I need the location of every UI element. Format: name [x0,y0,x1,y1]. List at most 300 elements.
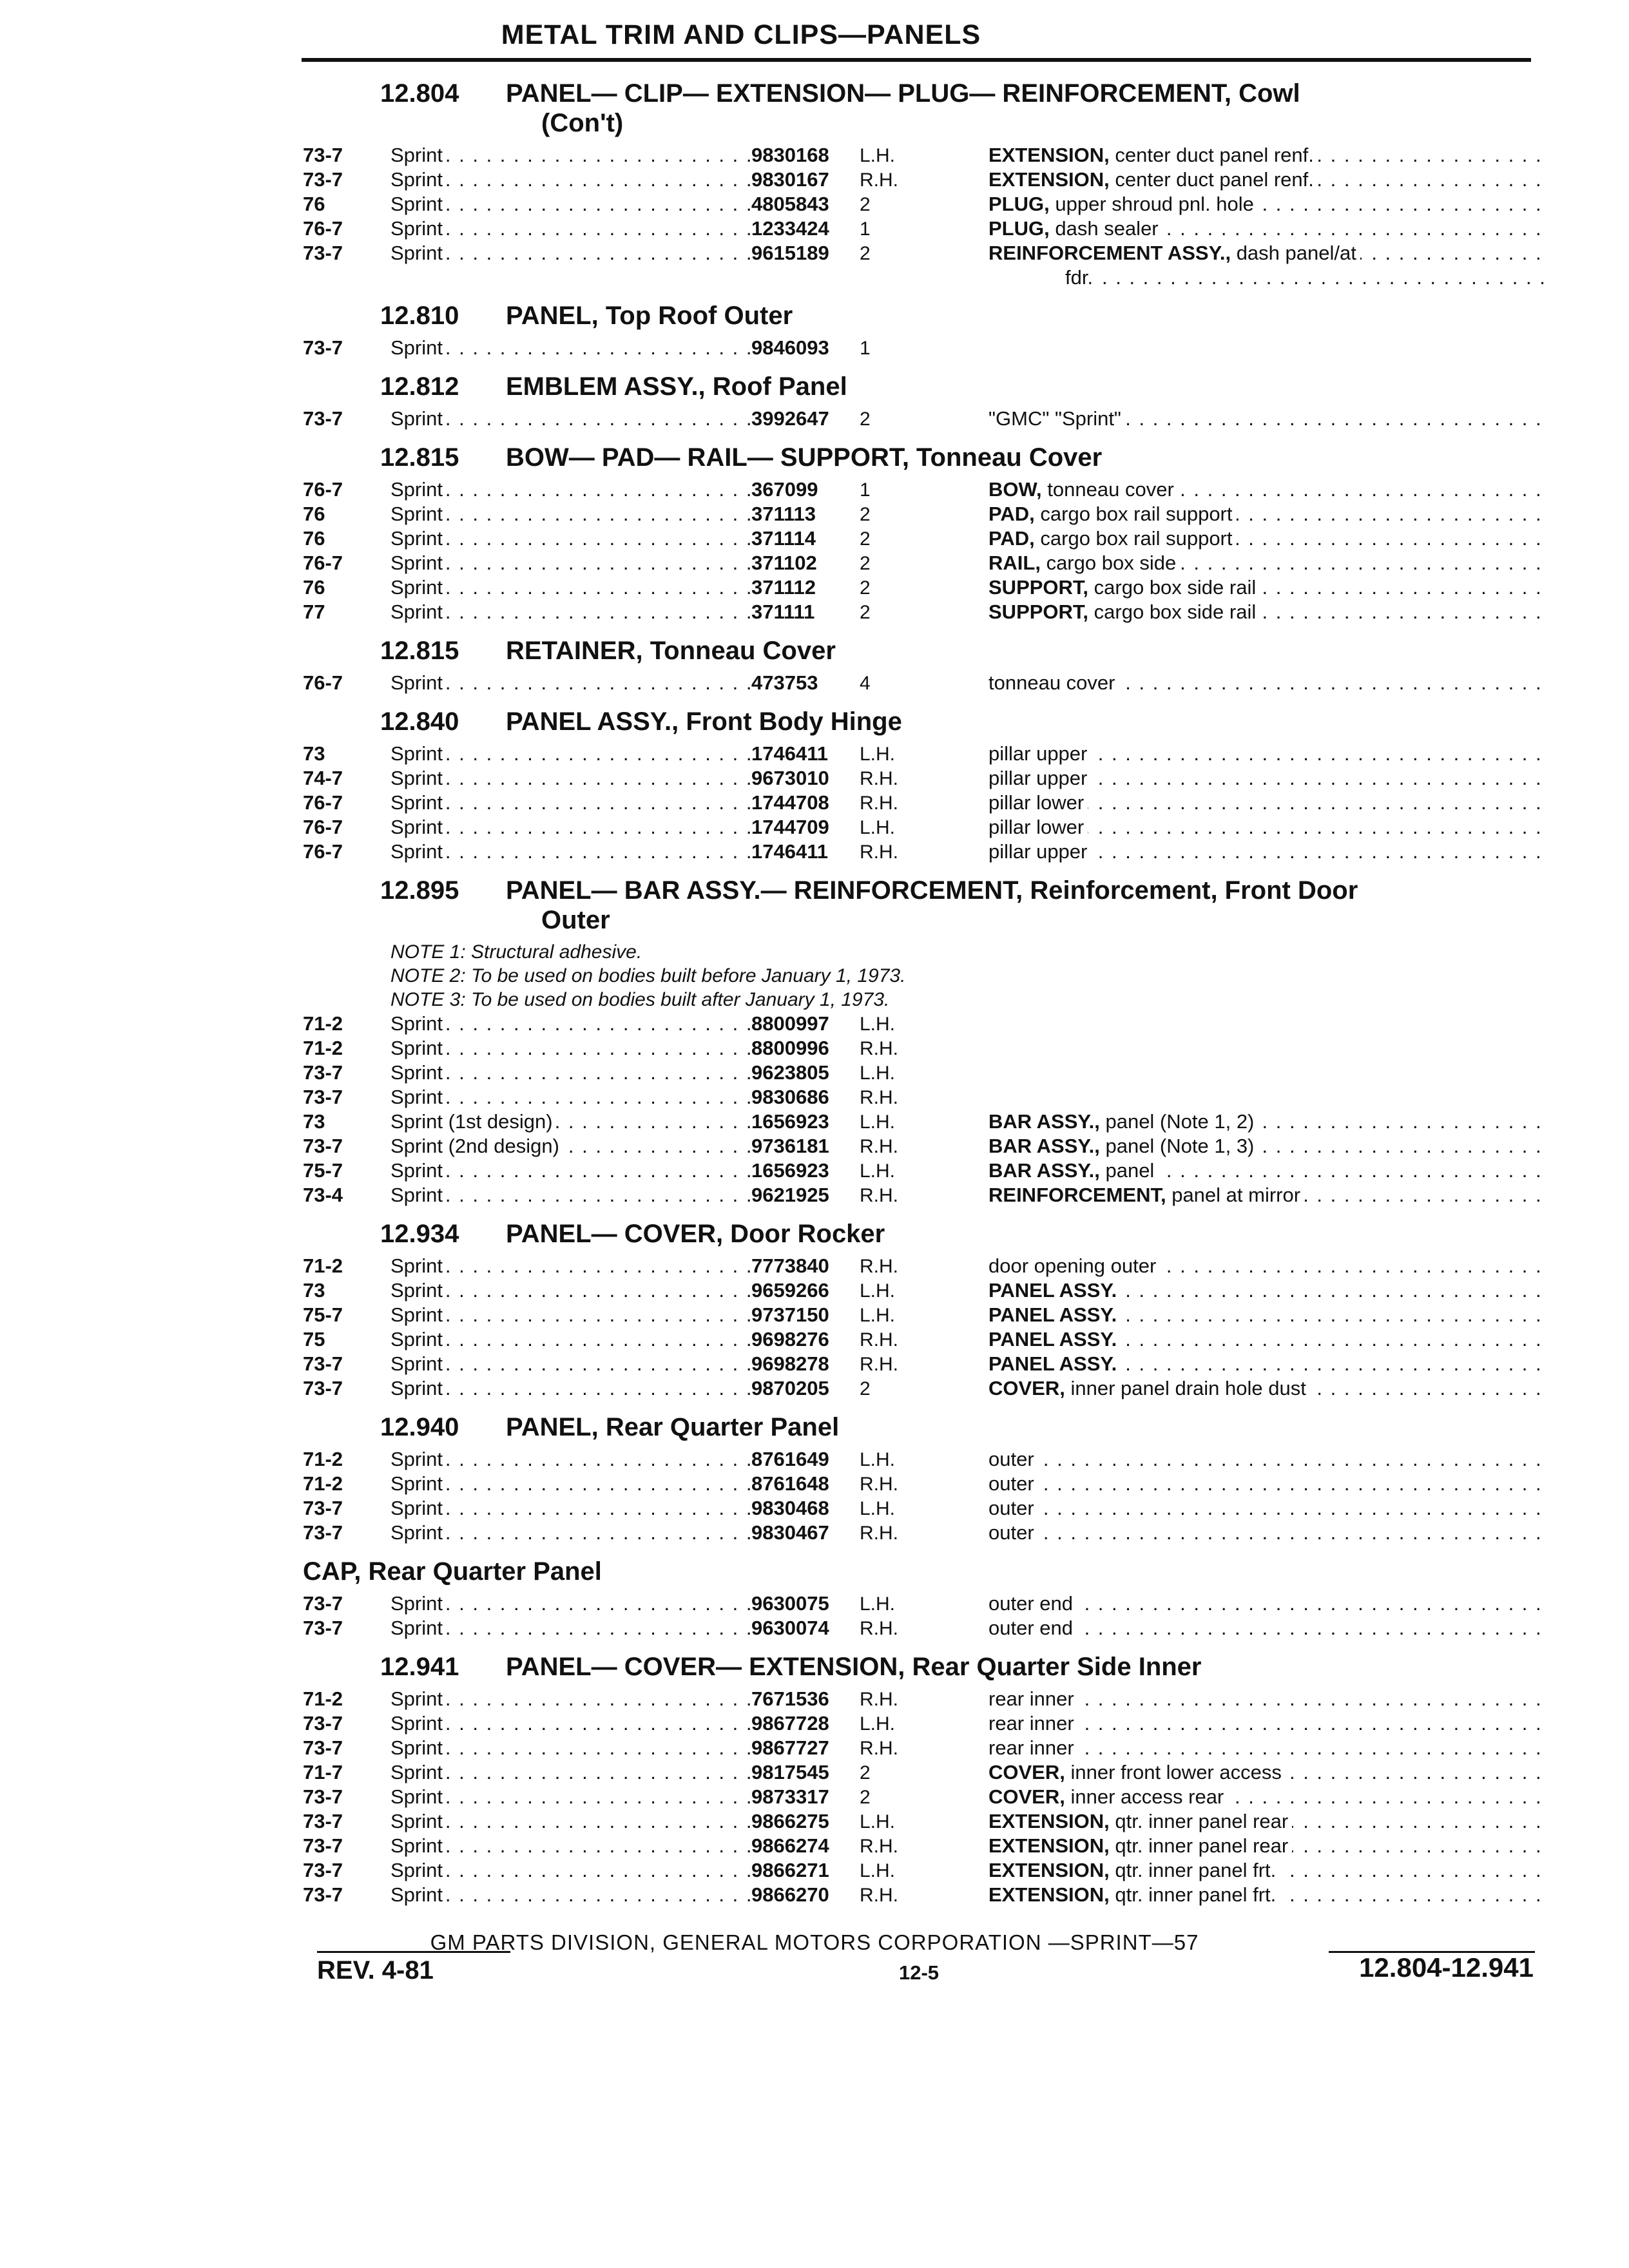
part-row [303,575,1547,600]
part-description-detail: cargo box rail support [1040,503,1233,525]
catalog-section [303,1640,1547,1907]
sections-container [303,67,1547,1907]
part-description-text [988,1303,1121,1326]
section-note: NOTE 2: To be used on bodies built before January 1, 1973. [390,965,906,986]
vehicle-model-text: Sprint [390,1687,445,1710]
vehicle-model [380,1183,751,1207]
part-number: 367099 [751,478,818,501]
part-description-continued-text: fdr. [1065,266,1097,289]
part-row [303,551,1547,575]
side-or-quantity: 2 [860,504,871,525]
part-number: 1233424 [751,217,829,240]
vehicle-model-text: Sprint [390,193,445,215]
section-heading-group [506,1652,1547,1682]
vehicle-model [380,1061,751,1084]
part-description-keyword: PANEL ASSY. [988,1303,1117,1326]
model-year: 76-7 [303,217,343,240]
vehicle-model [380,1736,751,1760]
part-description-text [988,1497,1038,1519]
page-title: METAL TRIM AND CLIPS—PANELS [501,19,981,50]
section-code: 12.840 [380,707,459,736]
part-number: 9870205 [751,1377,829,1399]
vehicle-model-text: Sprint [390,144,445,166]
model-year: 76-7 [303,671,343,694]
part-row [303,1254,1547,1278]
part-number: 371113 [751,503,816,525]
footer-group-range: 12.804-12.941 [1359,1952,1534,1983]
part-description-keyword: PLUG, [988,193,1050,215]
vehicle-model [380,1110,751,1133]
vehicle-model [380,1785,751,1809]
section-header [303,1207,1547,1254]
part-number: 1744709 [751,816,829,838]
vehicle-model-text: Sprint [390,576,445,599]
part-description-detail: outer end [988,1617,1073,1639]
part-number: 1656923 [751,1159,829,1182]
part-number: 9830167 [751,168,829,191]
part-description-keyword: PAD, [988,503,1035,525]
side-or-quantity: R.H. [860,1689,898,1710]
model-year: 73-7 [303,336,343,359]
part-description-detail: pillar upper [988,767,1088,789]
model-year: 71-2 [303,1254,343,1277]
part-description-detail: qtr. inner panel rear [1115,1810,1289,1832]
side-or-quantity: L.H. [860,1280,896,1302]
side-or-quantity: 2 [860,602,871,623]
vehicle-model [380,502,751,526]
side-or-quantity: 2 [860,408,871,430]
side-or-quantity: R.H. [860,1354,898,1375]
vehicle-model [380,840,751,863]
side-or-quantity: L.H. [860,817,896,838]
part-number: 9867728 [751,1712,829,1735]
part-description [988,815,1547,839]
part-row [303,600,1547,624]
part-description [988,1254,1547,1278]
part-row [303,1521,1547,1545]
part-row [303,742,1547,766]
model-year: 73-7 [303,1712,343,1735]
section-header [303,1545,1547,1591]
side-or-quantity: R.H. [860,1087,898,1108]
model-year: 76 [303,527,325,550]
part-description-keyword: PANEL ASSY. [988,1279,1117,1302]
section-heading: PANEL, Top Roof Outer [506,302,793,330]
model-year: 73-7 [303,1736,343,1759]
part-description-detail: pillar lower [988,791,1084,814]
part-number: 9615189 [751,242,829,264]
part-description-text [988,1279,1121,1302]
vehicle-model [380,1376,751,1400]
part-number: 1746411 [751,840,828,863]
part-number: 9873317 [751,1785,829,1808]
vehicle-model [380,407,751,430]
side-or-quantity: R.H. [860,1136,898,1157]
side-or-quantity: L.H. [860,1305,896,1326]
model-year: 76-7 [303,478,343,501]
part-description-keyword: REINFORCEMENT, [988,1184,1166,1206]
part-description-text [988,242,1360,264]
part-description-detail: center duct panel renf. [1115,144,1314,166]
section-code: 12.815 [380,443,459,472]
part-description-keyword: BAR ASSY., [988,1135,1100,1157]
part-description [988,1183,1547,1207]
part-description-keyword: COVER, [988,1761,1065,1783]
vehicle-model-text: Sprint [390,840,445,863]
model-year: 76 [303,193,325,215]
part-description [988,477,1547,501]
part-row [303,168,1547,192]
section-heading: PANEL— COVER, Door Rocker [506,1220,885,1248]
part-description-detail: upper shroud pnl. hole [1055,193,1254,215]
vehicle-model-text: Sprint [390,816,445,838]
part-description [988,216,1547,240]
part-description-text [988,1883,1280,1906]
part-description-text [988,1712,1078,1735]
part-description-text [988,1617,1077,1639]
model-year: 71-2 [303,1687,343,1710]
vehicle-model [380,1496,751,1520]
part-description-text [988,1061,992,1084]
section-code: 12.895 [380,876,459,905]
model-year: 73-4 [303,1184,343,1206]
part-description-detail: cargo box side [1046,552,1177,574]
model-year: 73 [303,742,325,765]
model-year: 73-7 [303,168,343,191]
part-description-keyword: PAD, [988,527,1035,550]
part-number: 473753 [751,671,818,694]
part-description [988,1472,1547,1495]
side-or-quantity: 1 [860,479,871,501]
part-description-text [988,742,1091,765]
part-description-text [988,1086,992,1108]
vehicle-model [380,1472,751,1495]
part-description-text [988,816,1088,838]
section-code: 12.941 [380,1653,459,1681]
part-description-text [988,407,1125,430]
model-year: 77 [303,601,325,623]
vehicle-model [380,1036,751,1060]
part-description-detail: panel at mirror [1171,1184,1301,1206]
vehicle-model-text: Sprint [390,336,445,359]
part-description [988,1591,1547,1615]
part-description-text [988,478,1178,501]
model-year: 73-7 [303,1135,343,1157]
vehicle-model [380,766,751,790]
side-or-quantity: R.H. [860,1329,898,1350]
model-year: 73-7 [303,1061,343,1084]
side-or-quantity: 2 [860,1762,871,1783]
part-number: 371111 [751,601,815,623]
model-year: 76-7 [303,816,343,838]
section-heading-group [506,1219,1547,1249]
part-description-detail: outer end [988,1592,1073,1615]
part-description-detail: pillar upper [988,840,1088,863]
part-description [988,1352,1547,1376]
part-number: 9866275 [751,1810,829,1832]
part-description-text [988,601,1260,623]
part-description-text [988,1184,1304,1206]
part-number: 9736181 [751,1135,829,1157]
part-description [988,1134,1547,1158]
footer-revision: REV. 4-81 [317,1956,434,1984]
vehicle-model-text: Sprint [390,1012,445,1035]
part-description-keyword: REINFORCEMENT ASSY., [988,242,1231,264]
part-row [303,1085,1547,1110]
part-description [988,1061,1547,1084]
part-number: 9623805 [751,1061,829,1084]
side-or-quantity: R.H. [860,1836,898,1857]
part-description-text [988,1037,992,1059]
part-row [303,216,1547,241]
part-description [988,742,1547,765]
part-description-text [988,1377,1310,1399]
part-description-text [988,1352,1121,1375]
part-description-text [988,1810,1292,1832]
side-or-quantity: R.H. [860,1474,898,1495]
part-row [303,1036,1547,1061]
part-description-text [988,552,1180,574]
part-description [988,791,1547,814]
section-heading: BOW— PAD— RAIL— SUPPORT, Tonneau Cover [506,443,1103,472]
side-or-quantity: R.H. [860,1256,898,1277]
part-row [303,1736,1547,1760]
side-or-quantity: L.H. [860,1062,896,1084]
part-description-text [988,576,1260,599]
model-year: 71-7 [303,1761,343,1783]
part-description-keyword: SUPPORT, [988,576,1089,599]
part-description [988,1085,1547,1109]
part-number: 9867727 [751,1736,829,1759]
section-heading: PANEL, Rear Quarter Panel [506,1413,840,1441]
vehicle-model-text: Sprint [390,671,445,694]
vehicle-model [380,1012,751,1035]
vehicle-model [380,1085,751,1109]
side-or-quantity: L.H. [860,145,896,166]
catalog-section [303,67,1547,289]
section-heading-group [303,1557,1547,1586]
section-heading: PANEL— COVER— EXTENSION, Rear Quarter Side Inner [506,1653,1202,1681]
part-description-keyword: EXTENSION, [988,1859,1110,1881]
part-description-detail: outer [988,1448,1034,1470]
part-description-keyword: PANEL ASSY. [988,1328,1117,1350]
part-row [303,1012,1547,1036]
vehicle-model [380,192,751,216]
model-year: 75 [303,1328,325,1350]
section-code: 12.804 [380,79,459,108]
part-description-detail: inner panel drain hole dust [1070,1377,1306,1399]
side-or-quantity: 2 [860,1787,871,1808]
vehicle-model [380,1158,751,1182]
vehicle-model-text: Sprint [390,1883,445,1906]
part-description-detail: pillar lower [988,816,1084,838]
vehicle-model [380,1278,751,1302]
part-number: 9659266 [751,1279,829,1302]
part-description-text [988,1110,1258,1133]
part-row [303,1447,1547,1472]
model-year: 73 [303,1110,325,1133]
part-number: 9630074 [751,1617,829,1639]
part-number: 9830686 [751,1086,829,1108]
section-heading-group [506,876,1547,935]
catalog-section [303,431,1547,624]
section-heading-group [506,1412,1547,1442]
part-description-keyword: EXTENSION, [988,1810,1110,1832]
vehicle-model [380,1616,751,1640]
part-number: 8761648 [751,1472,829,1495]
part-description-text [988,1448,1038,1470]
side-or-quantity: 1 [860,218,871,240]
part-number: 371114 [751,527,816,550]
vehicle-model-text: Sprint [390,1859,445,1881]
part-row [303,1858,1547,1883]
vehicle-model [380,241,751,265]
vehicle-model [380,1327,751,1351]
vehicle-model-text: Sprint [390,242,445,264]
part-row [303,1616,1547,1640]
part-number: 9866271 [751,1859,829,1881]
part-description [988,1736,1547,1760]
vehicle-model [380,551,751,575]
part-number: 371112 [751,576,816,599]
section-header [303,695,1547,742]
part-description-detail: cargo box side rail [1094,576,1257,599]
model-year: 71-2 [303,1472,343,1495]
section-code: 12.815 [380,637,459,665]
part-row [303,143,1547,168]
model-year: 73-7 [303,1352,343,1375]
section-code: 12.940 [380,1413,459,1441]
part-number: 7773840 [751,1254,829,1277]
part-description [988,168,1547,191]
part-description-text [988,1254,1160,1277]
part-number: 9830168 [751,144,829,166]
part-row [303,1687,1547,1711]
section-heading-group [506,301,1547,331]
part-number: 8800997 [751,1012,829,1035]
section-heading: PANEL— BAR ASSY.— REINFORCEMENT, Reinforcement, Front Door [506,876,1358,905]
catalog-section [303,624,1547,695]
vehicle-model [380,1834,751,1858]
part-description-detail: cargo box side rail [1094,601,1257,623]
part-description [988,1303,1547,1327]
part-row [303,336,1547,360]
model-year: 74-7 [303,767,343,789]
part-description [988,575,1547,599]
vehicle-model-text: Sprint [390,168,445,191]
part-description-text [988,1159,1158,1182]
vehicle-model [380,1447,751,1471]
part-row [303,1183,1547,1207]
part-description [988,143,1547,167]
vehicle-model [380,1352,751,1376]
part-description-text [988,1687,1078,1710]
vehicle-model-text: Sprint [390,742,445,765]
section-heading-continued: (Con't) [541,109,624,137]
vehicle-model [380,1303,751,1327]
part-row [303,1327,1547,1352]
part-row [303,502,1547,526]
vehicle-model [380,143,751,167]
part-description-keyword: BAR ASSY., [988,1159,1100,1182]
side-or-quantity: 2 [860,553,871,574]
part-description-text [988,217,1162,240]
model-year: 73-7 [303,1497,343,1519]
vehicle-model [380,336,751,360]
part-number: 9630075 [751,1592,829,1615]
side-or-quantity: R.H. [860,841,898,863]
side-or-quantity: R.H. [860,793,898,814]
part-description-text [988,767,1091,789]
part-description [988,1616,1547,1640]
side-or-quantity: L.H. [860,1593,896,1615]
part-description-text [988,1328,1121,1350]
section-header [303,289,1547,336]
side-or-quantity: 1 [860,338,871,359]
vehicle-model [380,600,751,624]
section-header [303,360,1547,407]
part-description-text [988,1834,1292,1857]
part-description-text [988,527,1237,550]
part-number: 1744708 [751,791,829,814]
title-rule [302,58,1531,62]
part-description-text [988,1785,1228,1808]
catalog-section [303,864,1547,1207]
part-description [988,192,1547,216]
part-row [303,791,1547,815]
vehicle-model-text: Sprint [390,1303,445,1326]
part-description-text [988,1859,1280,1881]
catalog-section [303,1545,1547,1640]
part-row [303,1785,1547,1809]
part-description-text [988,1736,1078,1759]
vehicle-model [380,1134,751,1158]
part-number: 9866274 [751,1834,829,1857]
vehicle-model-text: Sprint [390,407,445,430]
part-description-detail: dash sealer [1055,217,1159,240]
part-row [303,1352,1547,1376]
part-description-text [988,503,1237,525]
part-number: 8800996 [751,1037,829,1059]
vehicle-model [380,1809,751,1833]
part-description-detail: qtr. inner panel frt. [1115,1859,1277,1881]
part-number: 4805843 [751,193,829,215]
part-number: 9621925 [751,1184,829,1206]
vehicle-model-text: Sprint [390,1377,445,1399]
side-or-quantity: R.H. [860,169,898,191]
part-description-text [988,791,1088,814]
part-row [303,1809,1547,1834]
part-description [988,1278,1547,1302]
side-or-quantity: 2 [860,243,871,264]
section-heading-continued: Outer [541,906,610,934]
vehicle-model [380,477,751,501]
vehicle-model [380,791,751,814]
part-description [988,1687,1547,1711]
vehicle-model [380,1711,751,1735]
part-number: 9830468 [751,1497,829,1519]
part-number: 9866270 [751,1883,829,1906]
part-description [988,551,1547,575]
side-or-quantity: L.H. [860,1160,896,1182]
part-number: 1746411 [751,742,828,765]
part-description-keyword: BOW, [988,478,1042,501]
part-description-detail: panel (Note 1, 2) [1105,1110,1255,1133]
section-heading: EMBLEM ASSY., Roof Panel [506,372,847,401]
model-year: 73-7 [303,1377,343,1399]
side-or-quantity: L.H. [860,744,896,765]
section-heading-group [506,79,1547,138]
